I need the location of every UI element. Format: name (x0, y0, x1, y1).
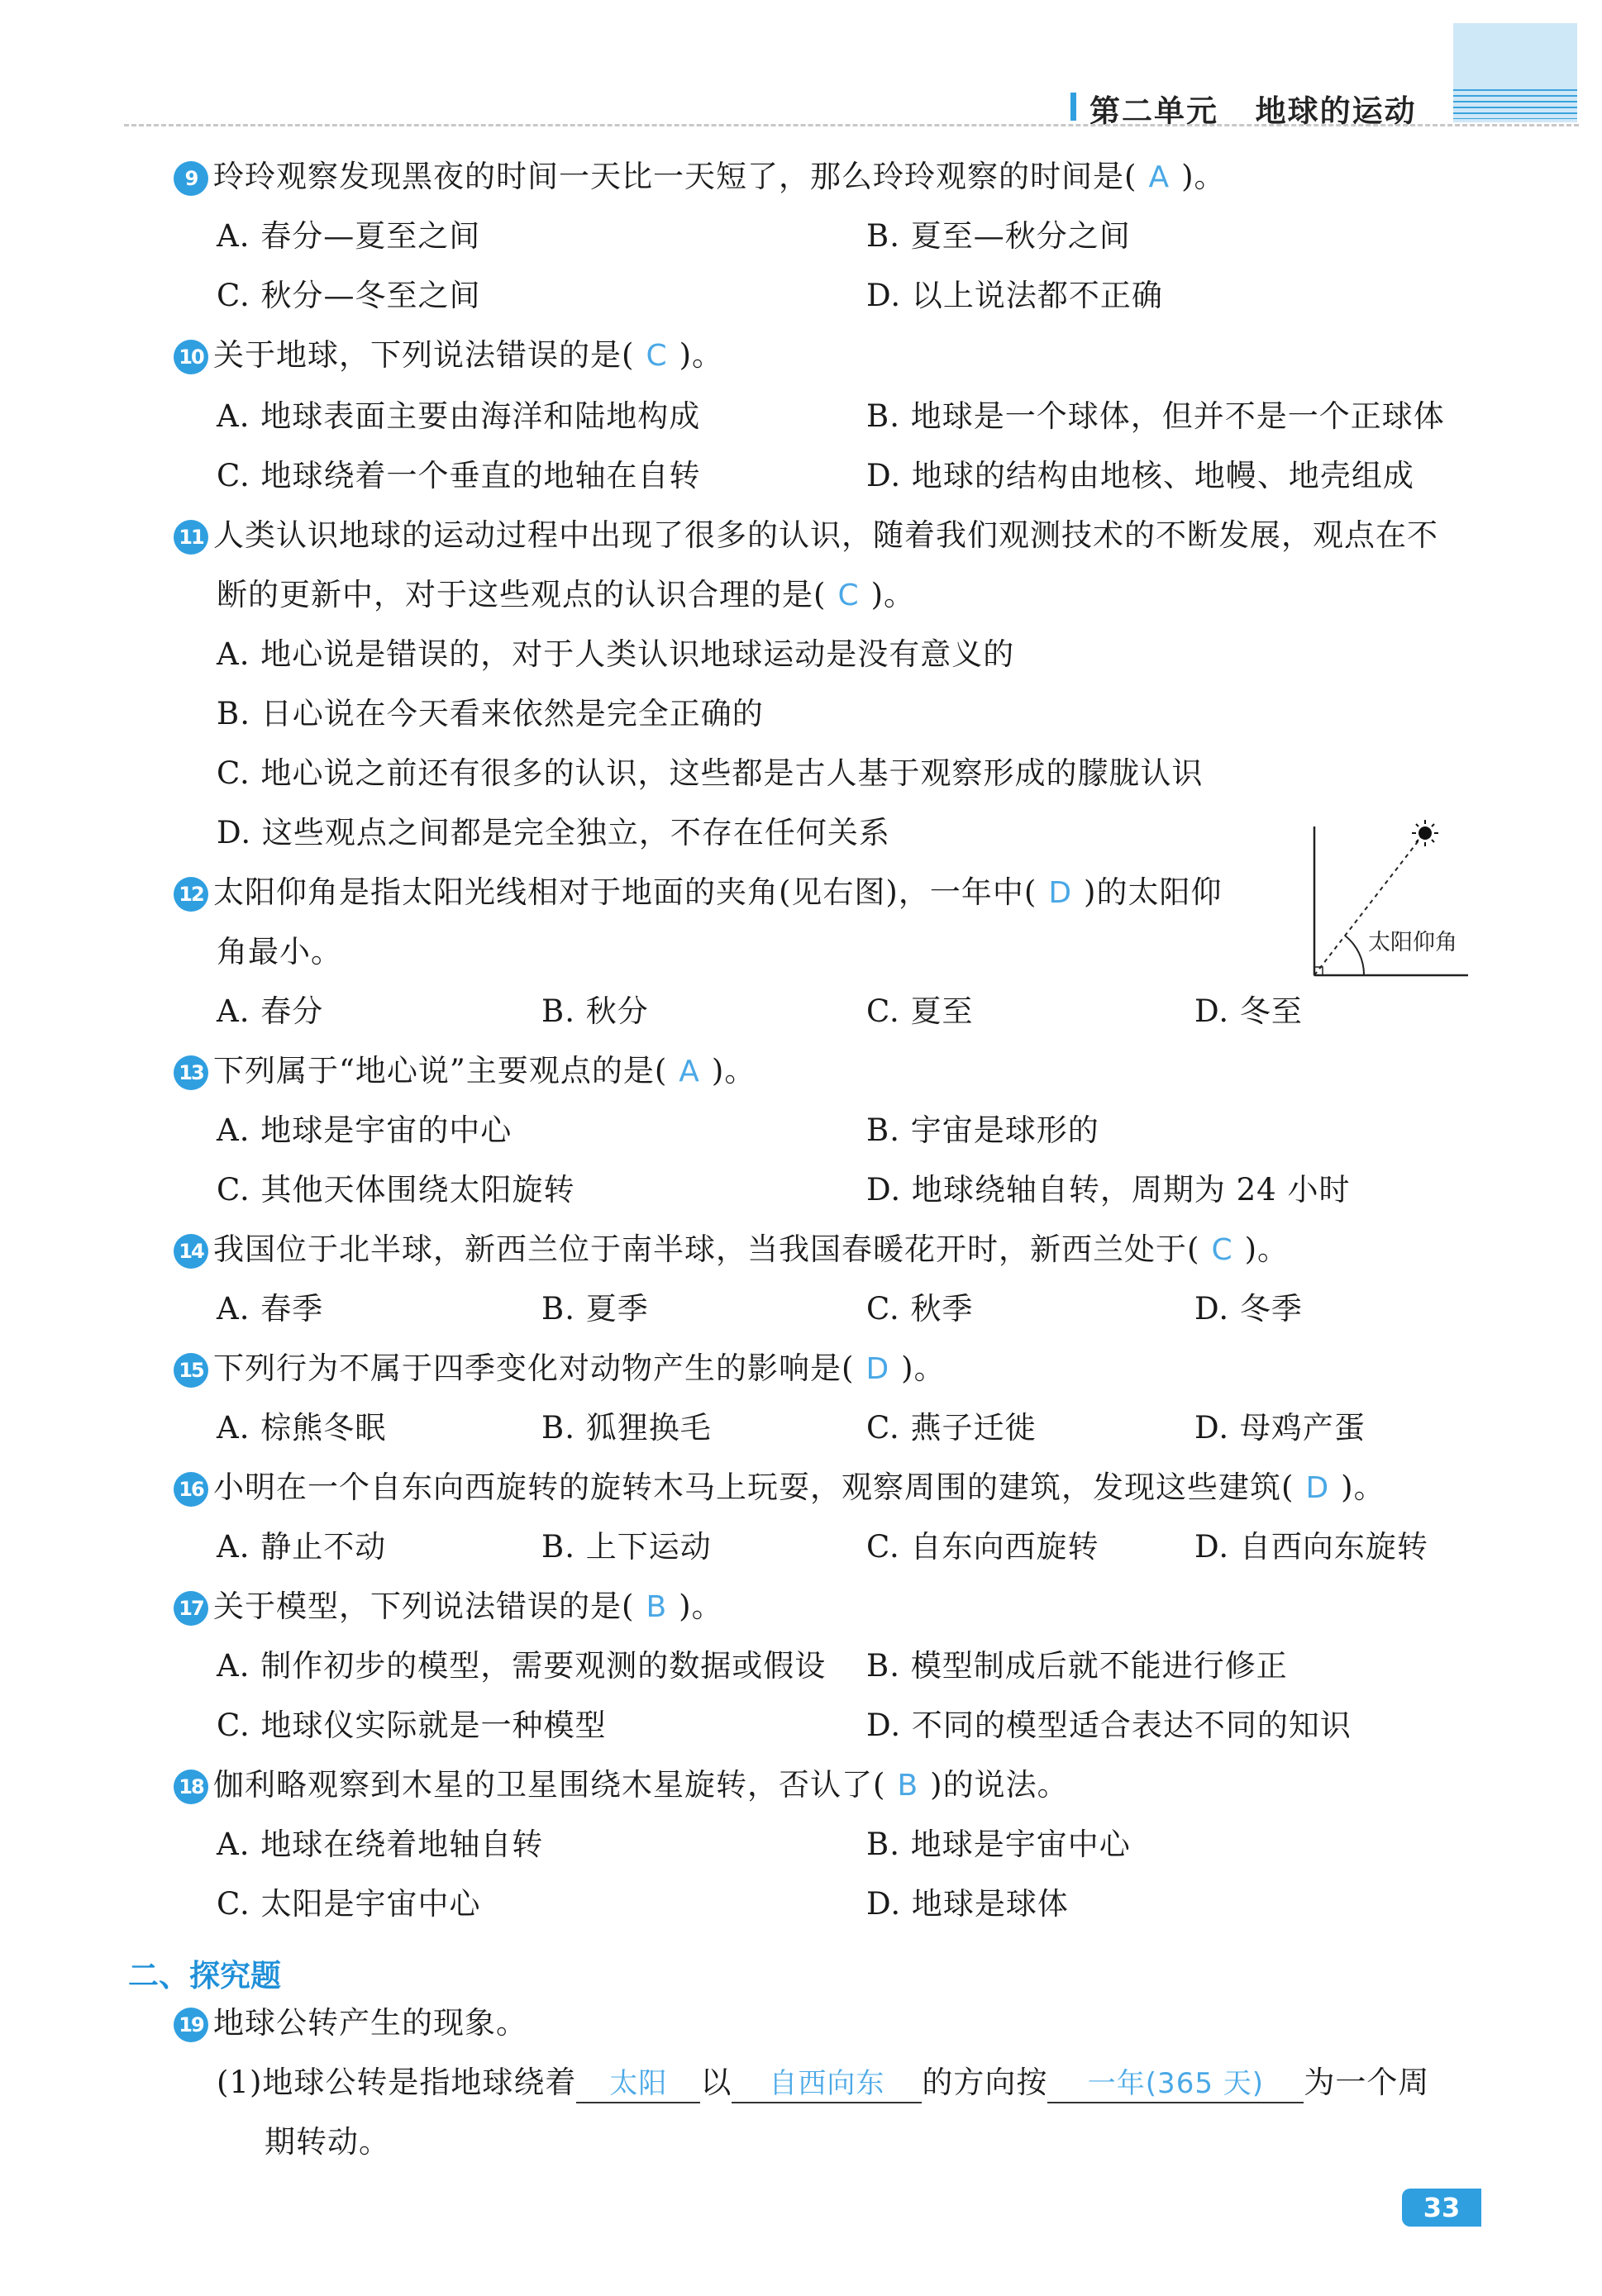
option: D. 地球是球体 (866, 1886, 1069, 1922)
answer: D (1048, 876, 1073, 910)
question-14 (174, 1228, 1289, 1272)
question-11 (174, 514, 1438, 557)
question-17 (174, 1585, 723, 1629)
question-text: 玲玲观察发现黑夜的时间一天比一天短了，那么玲玲观察的时间是( (213, 159, 1137, 194)
question-text: 关于地球，下列说法错误的是( (213, 337, 635, 373)
question-text: 人类认识地球的运动过程中出现了很多的认识，随着我们观测技术的不断发展，观点在不 (213, 517, 1438, 553)
option: D. 冬至 (1194, 993, 1303, 1029)
question-16 (174, 1466, 1385, 1510)
sun-icon (1412, 820, 1438, 846)
question-number: 10 (174, 340, 208, 374)
option: D. 这些观点之间都是完全独立，不存在任何关系 (217, 815, 890, 850)
header-divider (124, 124, 1579, 126)
option: B. 模型制成后就不能进行修正 (866, 1648, 1288, 1684)
option: C. 地球绕着一个垂直的地轴在自转 (217, 458, 701, 493)
question-15 (174, 1347, 946, 1391)
question-text: 小明在一个自东向西旋转的旋转木马上玩耍，观察周围的建筑，发现这些建筑( (213, 1470, 1294, 1505)
question-number: 13 (174, 1055, 208, 1090)
option: A. 制作初步的模型，需要观测的数据或假设 (217, 1648, 827, 1684)
option: C. 太阳是宇宙中心 (217, 1886, 481, 1922)
answer: A (679, 1055, 700, 1088)
question-text: 下列属于“地心说”主要观点的是( (213, 1053, 668, 1088)
question-text: 地球公转产生的现象。 (213, 2005, 527, 2041)
question-number: 18 (174, 1770, 208, 1804)
question-text: 的方向按 (922, 2065, 1048, 2100)
answer-blank-1: 太阳 (576, 2065, 700, 2103)
question-end: )。 (1244, 1231, 1290, 1267)
question-12 (174, 871, 1222, 915)
option: D. 以上说法都不正确 (866, 278, 1163, 313)
question-end: )。 (679, 1589, 723, 1624)
option: B. 秋分 (541, 993, 649, 1029)
answer: B (646, 1590, 668, 1624)
option: B. 宇宙是球形的 (866, 1112, 1099, 1148)
answer: C (1211, 1233, 1233, 1267)
question-text: 我国位于北半球，新西兰位于南半球，当我国春暖花开时，新西兰处于( (213, 1231, 1200, 1267)
question-text: 下列行为不属于四季变化对动物产生的影响是( (213, 1350, 855, 1386)
answer: C (646, 339, 668, 373)
question-end: )。 (1181, 159, 1226, 194)
option: D. 地球绕轴自转，周期为 24 小时 (866, 1172, 1351, 1208)
option: A. 春分—夏至之间 (217, 218, 481, 254)
question-end: )的说法。 (930, 1767, 1069, 1803)
angle-arc (1345, 936, 1364, 975)
option: A. 棕熊冬眠 (217, 1410, 387, 1446)
option: A. 地球表面主要由海洋和陆地构成 (217, 398, 701, 434)
answer: A (1148, 160, 1171, 194)
question-end: )。 (679, 337, 724, 373)
question-19 (174, 2002, 527, 2045)
answer-blank-3: 一年(365 天) (1047, 2065, 1304, 2103)
option: C. 地心说之前还有很多的认识，这些都是古人基于观察形成的朦胧认识 (217, 755, 1204, 791)
option: A. 地球是宇宙的中心 (217, 1112, 513, 1148)
diagram-label: 太阳仰角 (1368, 930, 1457, 955)
option: A. 静止不动 (217, 1529, 387, 1565)
question-end: )。 (711, 1053, 756, 1088)
question-18 (174, 1764, 1069, 1808)
option: C. 自东向西旋转 (866, 1529, 1099, 1565)
question-end: )。 (1341, 1470, 1385, 1505)
question-number: 9 (174, 161, 208, 196)
sun-angle-diagram (1306, 818, 1471, 992)
option: C. 秋季 (866, 1291, 974, 1327)
option: B. 夏至—秋分之间 (866, 218, 1131, 254)
option: C. 地球仪实际就是一种模型 (217, 1708, 607, 1743)
page-number: 33 (1402, 2189, 1481, 2227)
option: B. 地球是一个球体，但并不是一个正球体 (866, 398, 1445, 434)
question-12-continued: 角最小。 (217, 934, 342, 969)
question-text: 伽利略观察到木星的卫星围绕木星旋转，否认了( (213, 1767, 886, 1803)
option: D. 自西向东旋转 (1194, 1529, 1428, 1565)
question-text: 以 (700, 2065, 732, 2100)
option: D. 地球的结构由地核、地幔、地壳组成 (866, 458, 1414, 493)
question-end: )。 (901, 1350, 946, 1386)
question-9 (174, 155, 1226, 199)
question-number: 12 (174, 877, 208, 912)
option: C. 秋分—冬至之间 (217, 278, 481, 313)
option: A. 春分 (217, 993, 324, 1029)
answer-blank-2: 自西向东 (732, 2065, 922, 2103)
option: A. 地心说是错误的，对于人类认识地球运动是没有意义的 (217, 636, 1015, 672)
question-number: 15 (174, 1353, 208, 1388)
option: D. 母鸡产蛋 (1194, 1410, 1366, 1446)
question-text: 关于模型，下列说法错误的是( (213, 1589, 635, 1624)
question-10 (174, 334, 723, 378)
option: C. 燕子迁徙 (866, 1410, 1037, 1446)
question-19-part-1-continued: 期转动。 (265, 2124, 390, 2160)
question-number: 14 (174, 1234, 208, 1269)
question-number: 19 (174, 2008, 208, 2042)
option: C. 其他天体围绕太阳旋转 (217, 1172, 575, 1208)
unit-title: 第二单元 地球的运动 (1089, 93, 1417, 129)
question-number: 17 (174, 1591, 208, 1626)
question-end: )的太阳仰 (1084, 874, 1223, 910)
question-text: 断的更新中，对于这些观点的认识合理的是( (217, 577, 827, 612)
question-13 (174, 1050, 756, 1093)
option: D. 冬季 (1194, 1291, 1303, 1327)
option: B. 夏季 (541, 1291, 649, 1327)
option: A. 春季 (217, 1291, 324, 1327)
option: B. 上下运动 (541, 1529, 712, 1565)
question-text: 为一个周 (1304, 2065, 1430, 2100)
header-stripes (1453, 89, 1577, 119)
question-19-part-1 (217, 2061, 1429, 2104)
answer: D (1305, 1471, 1330, 1505)
answer: D (865, 1352, 890, 1386)
option: B. 地球是宇宙中心 (866, 1827, 1131, 1862)
section-heading: 二、探究题 (128, 1958, 281, 1994)
header-accent-bar (1070, 93, 1076, 121)
option: C. 夏至 (866, 993, 974, 1029)
option: A. 地球在绕着地轴自转 (217, 1827, 544, 1862)
answer: B (897, 1769, 919, 1803)
question-number: 11 (174, 520, 208, 555)
question-end: )。 (870, 577, 916, 612)
option: B. 狐狸换毛 (541, 1410, 712, 1446)
option: D. 不同的模型适合表达不同的知识 (866, 1708, 1352, 1743)
question-text: 太阳仰角是指太阳光线相对于地面的夹角(见右图)，一年中( (213, 874, 1037, 910)
question-text: (1)地球公转是指地球绕着 (217, 2065, 577, 2100)
question-11-continued (217, 574, 915, 617)
question-number: 16 (174, 1472, 208, 1507)
answer: C (837, 579, 860, 612)
option: B. 日心说在今天看来依然是完全正确的 (217, 696, 764, 731)
